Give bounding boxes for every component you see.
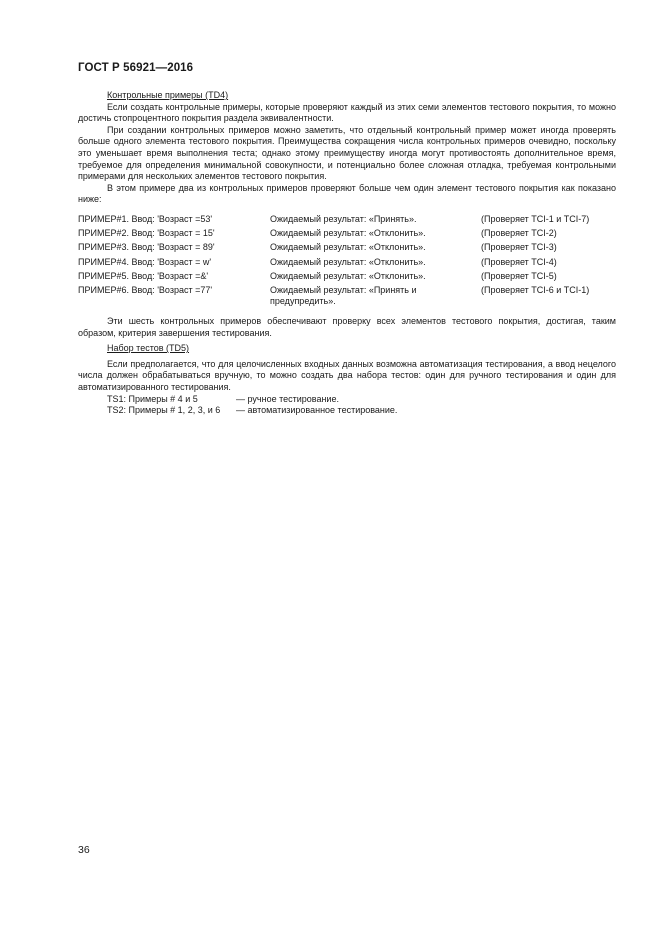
paragraph: При создании контрольных примеров можно заметить, что отдельный контрольный пример может иногда проверять больше одного элемента тестового покрытия. Преимущества сокращения числа контрольных примеров очевидно, поскольку это уменьшает время выполнения теста; однако этому преимуществу иногда могут противостоять дополнительное время, требуемое для определения минимальной совокупности, и потенциально более сложная отладка, требуемая контрольными примерами для нескольких элементов тестового покрытия. — [78, 124, 616, 182]
example-row — [78, 228, 616, 240]
paragraph: Если предполагается, что для целочисленных входных данных возможна автоматизация тестирования, а ввод нецелого числа должен обрабатываться вручную, то можно создать два набора тестов: один для ручного тестирования и один для автоматизированного тестирования. — [78, 358, 616, 393]
example-row — [78, 271, 616, 283]
example-checks: (Проверяет TCI-5) — [481, 270, 557, 281]
examples-list — [78, 214, 616, 308]
example-checks: (Проверяет TCI-4) — [481, 256, 557, 267]
example-input: ПРИМЕР#5. Ввод: 'Возраст =&' — [78, 270, 209, 281]
test-set-row — [78, 394, 616, 406]
paragraph: Если создать контрольные примеры, которые проверяют каждый из этих семи элементов тестового покрытия, то можно достичь стопроцентного покрытия раздела эквивалентности. — [78, 101, 616, 124]
example-expected: Ожидаемый результат: «Отклонить». — [270, 242, 426, 253]
example-checks: (Проверяет TCI-2) — [481, 228, 557, 239]
example-expected: Ожидаемый результат: «Отклонить». — [270, 228, 426, 239]
document-header: ГОСТ Р 56921—2016 — [78, 62, 194, 74]
example-row — [78, 285, 616, 308]
example-expected: Ожидаемый результат: «Принять и предупредить». — [270, 284, 417, 307]
example-input: ПРИМЕР#1. Ввод: 'Возраст =53' — [78, 213, 213, 224]
section-title-td5: Набор тестов (TD5) — [107, 343, 190, 354]
example-row — [78, 214, 616, 226]
paragraph: В этом примере два из контрольных примеров проверяют больше чем один элемент тестового покрытия как показано ниже: — [78, 182, 616, 205]
example-checks: (Проверяет TCI-1 и TCI-7) — [481, 213, 590, 224]
example-row — [78, 242, 616, 254]
test-set-desc: — ручное тестирование. — [236, 393, 339, 404]
example-checks: (Проверяет TCI-3) — [481, 242, 557, 253]
example-expected: Ожидаемый результат: «Отклонить». — [270, 270, 426, 281]
page-content — [78, 90, 616, 417]
test-set-name: TS1: Примеры # 4 и 5 — [107, 393, 198, 404]
page-number: 36 — [78, 844, 90, 856]
example-expected: Ожидаемый результат: «Отклонить». — [270, 256, 426, 267]
paragraph: Эти шесть контрольных примеров обеспечивают проверку всех элементов тестового покрытия, достигая, таким образом, критерия завершения тестирования. — [78, 316, 616, 338]
example-checks: (Проверяет TCI-6 и TCI-1) — [481, 284, 590, 295]
example-row — [78, 257, 616, 269]
example-input: ПРИМЕР#4. Ввод: 'Возраст = w' — [78, 256, 212, 267]
section-title-td4: Контрольные примеры (TD4) — [107, 90, 229, 100]
example-expected: Ожидаемый результат: «Принять». — [270, 213, 417, 224]
example-input: ПРИМЕР#6. Ввод: 'Возраст =77' — [78, 284, 213, 295]
test-set-desc: — автоматизированное тестирование. — [236, 405, 398, 416]
example-input: ПРИМЕР#3. Ввод: 'Возраст = 89' — [78, 242, 215, 253]
test-set-name: TS2: Примеры # 1, 2, 3, и 6 — [107, 405, 221, 416]
test-set-row — [78, 405, 616, 417]
example-input: ПРИМЕР#2. Ввод: 'Возраст = 15' — [78, 228, 215, 239]
